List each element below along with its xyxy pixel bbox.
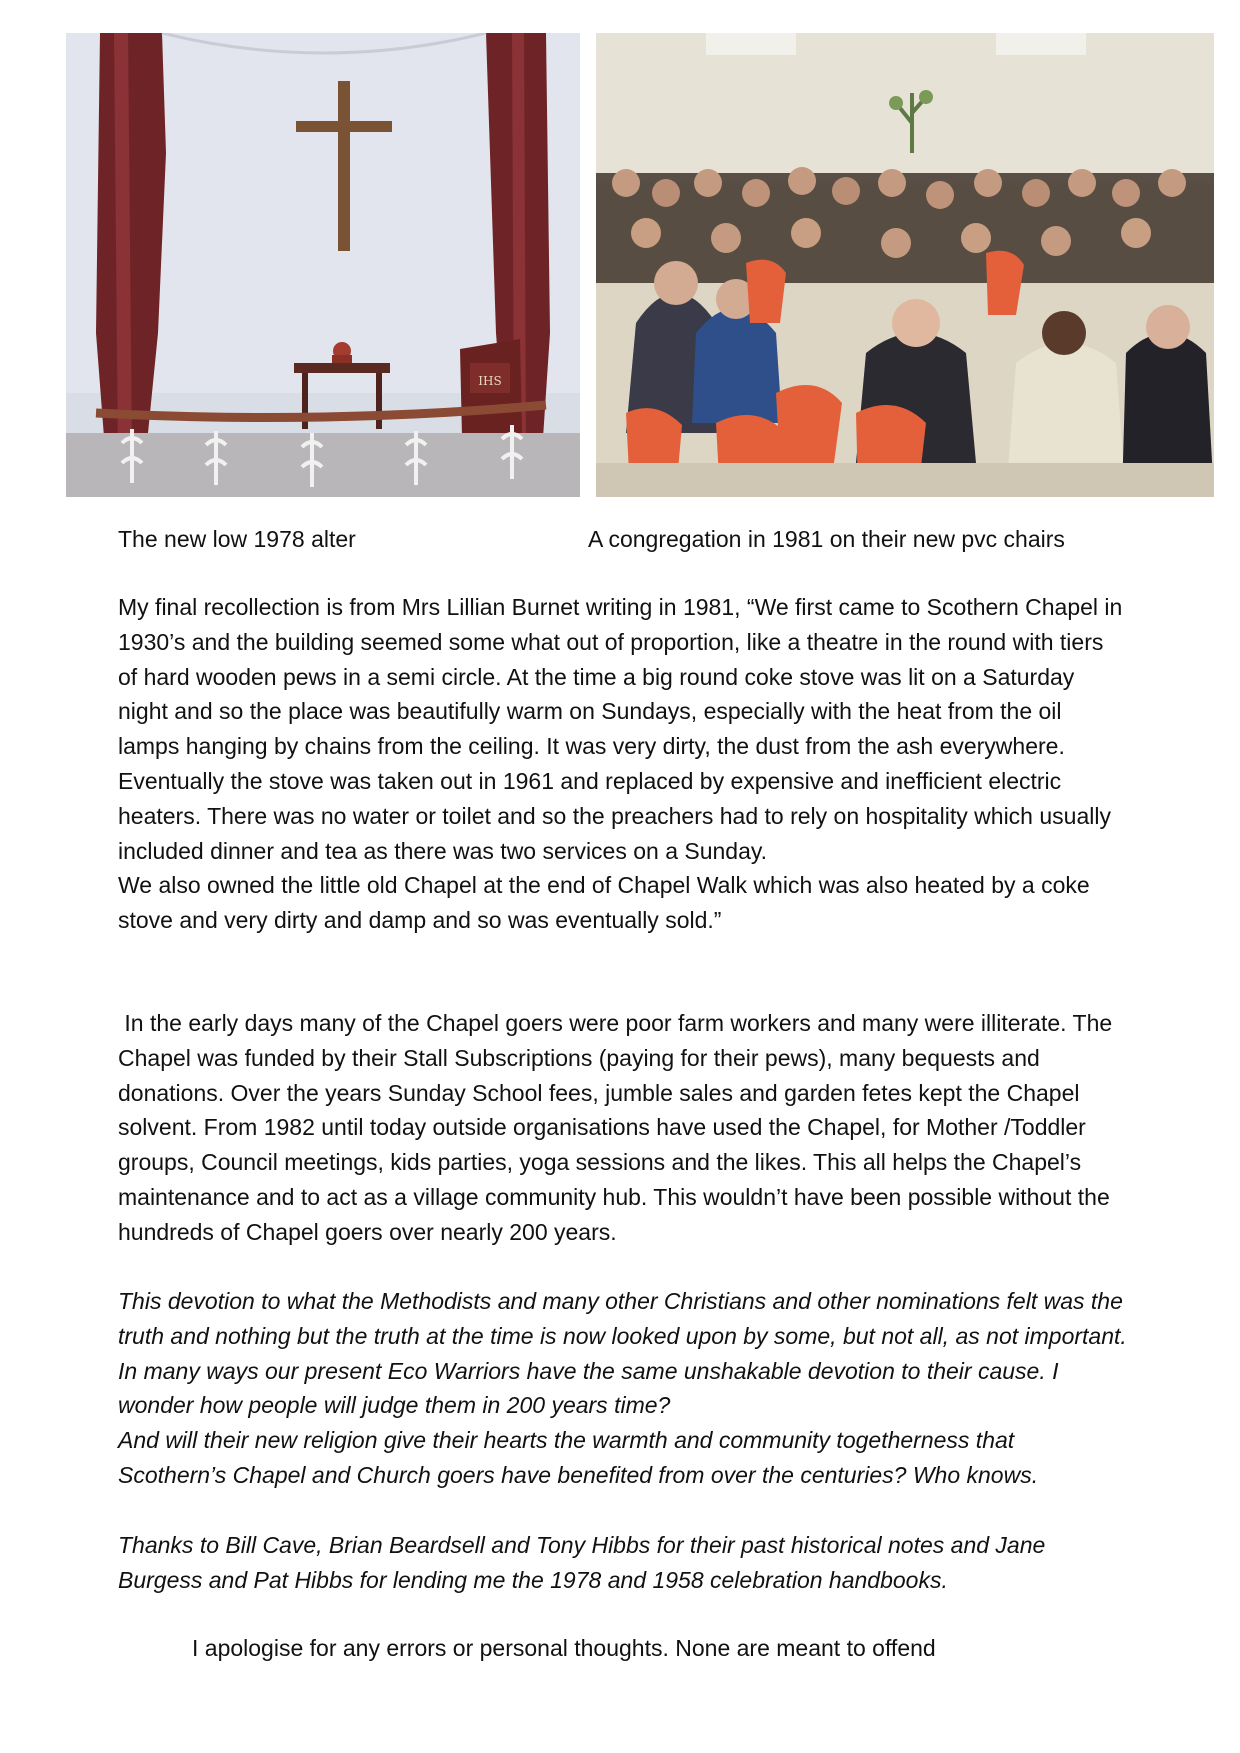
congregation-photo-image (596, 33, 1214, 497)
thanks-paragraph (118, 1528, 1128, 1598)
early-days-text: In the early days many of the Chapel goers were poor farm workers and many were illiterate. The Chapel was funded by their Stall Subscriptions (paying for their pews), many bequests and donations. Over the years Sunday School fees, jumble sales and garden fetes kept the Chapel solvent. From 1982 until today outside organisations have used the Chapel, for Mother /Toddler groups, Council meetings, kids parties, yoga sessions and the likes. This all helps the Chapel’s maintenance and to act as a village community hub. This wouldn’t have been possible without the hundreds of Chapel goers over nearly 200 years. (118, 1010, 1119, 1245)
congregation-caption: A congregation in 1981 on their new pvc chairs (588, 526, 1065, 552)
devotion-text: This devotion to what the Methodists and many other Christians and other nominations felt was the truth and nothing but the truth at the time is now looked upon by some, but not all, as not important. In many ways our present Eco Warriors have the same unshakable devotion to their cause. I wonder how people will judge them in 200 years time? (118, 1288, 1127, 1419)
recollection-paragraph (118, 590, 1128, 938)
svg-text:IHS: IHS (478, 374, 502, 388)
thanks-text: Thanks to Bill Cave, Brian Beardsell and Tony Hibbs for their past historical notes and Jane Burgess and Pat Hibbs for lending me the 1978 and 1958 celebration handbooks. (118, 1532, 1046, 1593)
altar-photo-image (66, 33, 580, 497)
altar-photo (66, 33, 580, 497)
altar-caption: The new low 1978 alter (118, 526, 356, 552)
devotion-continuation-text: And will their new religion give their hearts the warmth and community togetherness that Scothern’s Chapel and Church goers have benefited from over the centuries? Who knows. (118, 1427, 1039, 1488)
congregation-photo (596, 33, 1214, 497)
recollection-continuation-text: We also owned the little old Chapel at the end of Chapel Walk which was also heated by a coke stove and very dirty and damp and so was eventually sold.” (118, 872, 1090, 934)
early-days-paragraph (118, 1006, 1128, 1250)
recollection-text: My final recollection is from Mrs Lillian Burnet writing in 1981, “We first came to Scothern Chapel in 1930’s and the building seemed some what out of proportion, like a theatre in the round with tiers of hard wooden pews in a semi circle. At the time a big round coke stove was lit on a Saturday night and so the place was beautifully warm on Sundays, especially with the heat from the oil lamps hanging by chains from the ceiling. It was very dirty, the dust from the ash everywhere. Eventually the stove was taken out in 1961 and replaced by expensive and inefficient electric heaters. There was no water or toilet and so the preachers had to rely on hospitality which usually included dinner and tea as there was two services on a Sunday. (118, 594, 1123, 864)
devotion-paragraph (118, 1284, 1128, 1493)
closing-apology: I apologise for any errors or personal thoughts. None are meant to offend (192, 1635, 936, 1661)
